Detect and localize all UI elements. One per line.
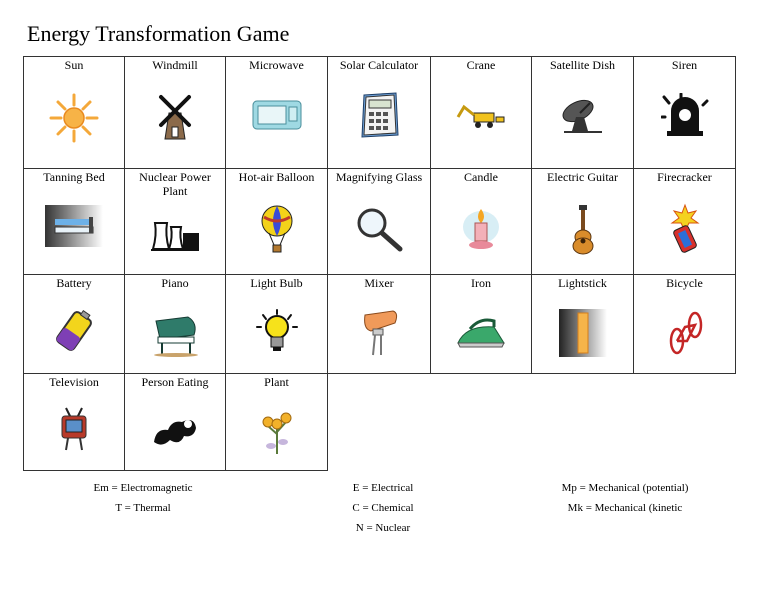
cell-label: Microwave: [249, 58, 304, 72]
cell-label: Television: [49, 375, 99, 389]
cell-bicycle: [633, 274, 736, 374]
legend-t: T = Thermal: [115, 502, 171, 514]
cell-lightstick: [531, 274, 634, 374]
cell-windmill: [124, 56, 226, 169]
cell-electric-guitar: [531, 168, 634, 275]
cell-label: Solar Calculator: [339, 58, 419, 72]
cell-firecracker: [633, 168, 736, 275]
balloon-icon: [259, 205, 295, 255]
cell-label: Windmill: [152, 58, 198, 72]
cell-crane: [430, 56, 532, 169]
bicycle-icon: [665, 307, 705, 355]
lightstick-icon: [559, 309, 607, 357]
cell-nuclear-power-plant: [124, 168, 226, 275]
legend-mk: Mk = Mechanical (kinetic: [567, 502, 683, 514]
cell-label: Plant: [264, 375, 289, 389]
satellite-dish-icon: [558, 95, 608, 135]
cell-person-eating: [124, 373, 226, 471]
light-bulb-icon: [255, 309, 299, 357]
calculator-icon: [356, 91, 402, 141]
crane-icon: [456, 103, 506, 129]
cell-label: Lightstick: [558, 276, 607, 290]
cell-sun: [23, 56, 125, 169]
cell-label: Bicycle: [666, 276, 703, 290]
cell-label: Battery: [56, 276, 92, 290]
plant-icon: [260, 408, 294, 456]
cell-label: Electric Guitar: [547, 170, 618, 184]
cell-label: Sun: [64, 58, 84, 72]
power-plant-icon: [149, 219, 201, 251]
cell-label: Nuclear Power Plant: [139, 170, 211, 198]
cell-mixer: [327, 274, 431, 374]
cell-television: [23, 373, 125, 471]
guitar-icon: [569, 205, 597, 255]
cell-magnifying-glass: [327, 168, 431, 275]
battery-icon: [52, 307, 96, 355]
cell-solar-calculator: [327, 56, 431, 169]
cell-label: Candle: [464, 170, 498, 184]
person-eating-icon: [150, 410, 200, 450]
cell-light-bulb: [225, 274, 328, 374]
cell-plant: [225, 373, 328, 471]
sun-icon: [49, 93, 99, 143]
cell-hot-air-balloon: [225, 168, 328, 275]
siren-icon: [661, 93, 709, 139]
piano-icon: [150, 313, 200, 357]
cell-tanning-bed: [23, 168, 125, 275]
cell-label: Person Eating: [141, 375, 209, 389]
cell-label: Magnifying Glass: [335, 170, 423, 184]
cell-microwave: [225, 56, 328, 169]
cell-label: Light Bulb: [250, 276, 303, 290]
cell-label: Firecracker: [657, 170, 712, 184]
tanning-bed-icon: [45, 205, 103, 247]
page-title: Energy Transformation Game: [27, 21, 290, 46]
legend-mp: Mp = Mechanical (potential): [561, 482, 689, 494]
cell-battery: [23, 274, 125, 374]
legend-c: C = Chemical: [352, 502, 414, 514]
legend-n: N = Nuclear: [355, 522, 411, 534]
microwave-icon: [251, 97, 303, 133]
windmill-icon: [155, 93, 195, 141]
iron-icon: [456, 315, 506, 349]
cell-label: Crane: [466, 58, 496, 72]
cell-siren: [633, 56, 736, 169]
television-icon: [58, 406, 90, 454]
cell-label: Iron: [471, 276, 491, 290]
magnifying-glass-icon: [354, 205, 404, 253]
cell-satellite-dish: [531, 56, 634, 169]
cell-candle: [430, 168, 532, 275]
cell-label: Mixer: [364, 276, 394, 290]
legend-em: Em = Electromagnetic: [93, 482, 193, 494]
legend-e: E = Electrical: [352, 482, 414, 494]
mixer-icon: [357, 309, 401, 359]
cell-iron: [430, 274, 532, 374]
cell-label: Tanning Bed: [43, 170, 105, 184]
firecracker-icon: [665, 203, 705, 255]
candle-icon: [459, 205, 503, 253]
cell-label: Siren: [671, 58, 698, 72]
cell-piano: [124, 274, 226, 374]
cell-label: Satellite Dish: [550, 58, 615, 72]
cell-label: Piano: [161, 276, 189, 290]
cell-label: Hot-air Balloon: [238, 170, 315, 184]
